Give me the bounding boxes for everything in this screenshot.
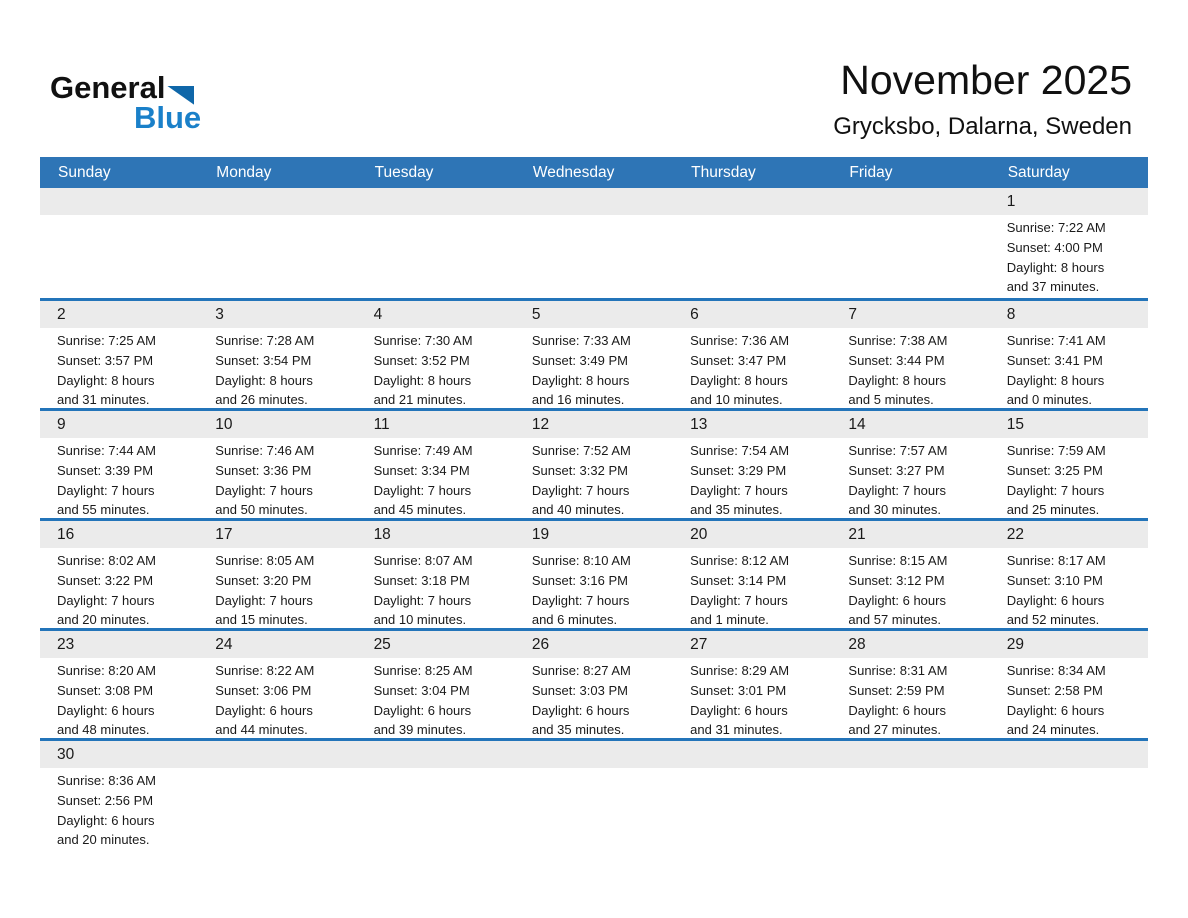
daylight-line-1: Daylight: 7 hours	[690, 482, 788, 498]
day-cell-26	[515, 631, 673, 738]
daylight-line-1: Daylight: 7 hours	[373, 592, 472, 608]
sunrise-line: Sunrise: 8:25 AM	[373, 663, 473, 678]
day-cell-24	[198, 631, 356, 738]
day-details	[57, 548, 192, 628]
daylight-line-1: Daylight: 7 hours	[57, 482, 155, 498]
sunset-line: Sunset: 3:47 PM	[690, 352, 787, 368]
day-number: 25	[373, 635, 391, 653]
sunset-line: Sunset: 3:06 PM	[215, 682, 312, 698]
day-number: 30	[57, 745, 75, 763]
day-number: 10	[215, 415, 233, 433]
daylight-line-1: Daylight: 6 hours	[848, 702, 946, 718]
day-number: 4	[373, 305, 383, 323]
day-number: 24	[215, 635, 233, 653]
sunset-line: Sunset: 3:49 PM	[531, 352, 628, 368]
sunset-line: Sunset: 2:56 PM	[57, 792, 154, 808]
day-number: 5	[531, 305, 541, 323]
sunrise-line: Sunrise: 8:20 AM	[57, 663, 156, 678]
day-cell-14	[831, 411, 989, 518]
daylight-line-2: and 52 minutes.	[1006, 612, 1100, 628]
day-number: 8	[1006, 305, 1016, 323]
daylight-line-1: Daylight: 6 hours	[57, 702, 155, 718]
day-details	[374, 328, 509, 408]
sunset-line: Sunset: 3:22 PM	[57, 572, 154, 588]
daylight-line-2: and 45 minutes.	[373, 502, 467, 518]
day-cell-12	[515, 411, 673, 518]
daylight-line-1: Daylight: 6 hours	[1006, 702, 1105, 718]
day-details	[215, 438, 350, 518]
day-cell-empty	[673, 188, 831, 298]
day-details	[374, 438, 509, 518]
day-cell-28	[831, 631, 989, 738]
sunset-line: Sunset: 3:12 PM	[848, 572, 945, 588]
day-details	[57, 658, 192, 738]
day-number: 28	[848, 635, 866, 653]
day-details	[690, 328, 825, 408]
daylight-line-2: and 55 minutes.	[57, 502, 150, 518]
day-cell-5	[515, 301, 673, 408]
title-block	[833, 56, 1132, 144]
day-cell-8	[990, 301, 1148, 408]
day-cell-21	[831, 521, 989, 628]
sunrise-line: Sunrise: 8:12 AM	[690, 553, 790, 568]
daylight-line-2: and 31 minutes.	[57, 392, 150, 408]
day-details	[532, 658, 667, 738]
daylight-line-1: Daylight: 6 hours	[215, 702, 313, 718]
week-grid	[40, 741, 1148, 848]
sunrise-line: Sunrise: 8:07 AM	[373, 553, 473, 568]
daylight-line-2: and 20 minutes.	[57, 612, 150, 628]
week-grid	[40, 411, 1148, 518]
day-number: 9	[57, 415, 66, 433]
daylight-line-1: Daylight: 8 hours	[690, 372, 788, 388]
day-details	[1007, 658, 1142, 738]
day-details	[1007, 438, 1142, 518]
daylight-line-2: and 5 minutes.	[848, 392, 934, 408]
sunset-line: Sunset: 2:59 PM	[848, 682, 945, 698]
daylight-line-1: Daylight: 8 hours	[1006, 259, 1105, 275]
day-number: 3	[215, 305, 224, 323]
day-cell-empty	[198, 741, 356, 848]
daylight-line-2: and 39 minutes.	[373, 722, 467, 738]
day-number: 18	[373, 525, 391, 543]
daylight-line-2: and 20 minutes.	[57, 832, 150, 848]
sunrise-line: Sunrise: 8:34 AM	[1006, 663, 1106, 678]
day-details	[374, 658, 509, 738]
weekday-sunday: Sunday	[58, 163, 111, 181]
sunrise-line: Sunrise: 8:36 AM	[57, 773, 156, 788]
week-row-6	[40, 738, 1148, 848]
daylight-line-1: Daylight: 6 hours	[1006, 592, 1105, 608]
day-cell-20	[673, 521, 831, 628]
day-number: 13	[690, 415, 708, 433]
day-cell-empty	[40, 188, 198, 298]
sunset-line: Sunset: 3:16 PM	[531, 572, 628, 588]
weekday-saturday: Saturday	[1007, 163, 1070, 181]
sunset-line: Sunset: 3:29 PM	[690, 462, 787, 478]
day-details	[690, 438, 825, 518]
sunrise-line: Sunrise: 8:02 AM	[57, 553, 156, 568]
day-cell-22	[990, 521, 1148, 628]
weekday-header-row	[40, 157, 1148, 188]
daylight-line-2: and 6 minutes.	[531, 612, 618, 628]
daylight-line-2: and 44 minutes.	[215, 722, 308, 738]
sunrise-line: Sunrise: 7:36 AM	[690, 333, 790, 348]
daylight-line-2: and 10 minutes.	[373, 612, 467, 628]
day-number: 19	[531, 525, 550, 543]
day-details	[57, 768, 192, 848]
day-cell-empty	[515, 188, 673, 298]
day-details	[215, 658, 350, 738]
sunset-line: Sunset: 3:36 PM	[215, 462, 312, 478]
daylight-line-2: and 27 minutes.	[848, 722, 941, 738]
sunrise-line: Sunrise: 7:46 AM	[215, 443, 315, 458]
daylight-line-1: Daylight: 6 hours	[848, 592, 946, 608]
daylight-line-1: Daylight: 8 hours	[531, 372, 630, 388]
page-title: November 2025	[840, 57, 1132, 103]
daylight-line-2: and 37 minutes.	[1006, 279, 1100, 295]
sunrise-line: Sunrise: 8:15 AM	[848, 553, 948, 568]
daylight-line-2: and 48 minutes.	[57, 722, 150, 738]
day-cell-6	[673, 301, 831, 408]
weekday-tuesday: Tuesday	[374, 163, 434, 181]
day-number: 1	[1006, 192, 1016, 210]
week-row-1	[40, 188, 1148, 298]
day-cell-15	[990, 411, 1148, 518]
day-details	[215, 548, 350, 628]
daylight-line-1: Daylight: 7 hours	[848, 482, 946, 498]
week-row-3	[40, 408, 1148, 518]
day-details	[848, 438, 983, 518]
sunrise-line: Sunrise: 7:25 AM	[57, 333, 156, 348]
day-number: 12	[531, 415, 550, 433]
day-details	[374, 548, 509, 628]
sunrise-line: Sunrise: 8:10 AM	[531, 553, 631, 568]
sunset-line: Sunset: 3:34 PM	[373, 462, 470, 478]
daylight-line-1: Daylight: 7 hours	[690, 592, 788, 608]
daylight-line-2: and 30 minutes.	[848, 502, 941, 518]
weekday-thursday: Thursday	[691, 163, 756, 181]
sunset-line: Sunset: 3:14 PM	[690, 572, 787, 588]
daylight-line-1: Daylight: 8 hours	[848, 372, 946, 388]
sunset-line: Sunset: 3:01 PM	[690, 682, 787, 698]
daylight-line-1: Daylight: 7 hours	[373, 482, 472, 498]
day-details	[690, 658, 825, 738]
sunrise-line: Sunrise: 7:54 AM	[690, 443, 790, 458]
day-number: 17	[215, 525, 233, 543]
daylight-line-2: and 25 minutes.	[1006, 502, 1100, 518]
sunset-line: Sunset: 3:03 PM	[531, 682, 628, 698]
daylight-line-2: and 50 minutes.	[215, 502, 308, 518]
sunrise-line: Sunrise: 8:17 AM	[1006, 553, 1106, 568]
day-number: 21	[848, 525, 866, 543]
sunrise-line: Sunrise: 7:59 AM	[1006, 443, 1106, 458]
sunrise-line: Sunrise: 7:38 AM	[848, 333, 948, 348]
daylight-line-1: Daylight: 6 hours	[531, 702, 630, 718]
daylight-line-1: Daylight: 6 hours	[373, 702, 472, 718]
week-grid	[40, 521, 1148, 628]
daylight-line-2: and 0 minutes.	[1006, 392, 1092, 408]
sunset-line: Sunset: 3:20 PM	[215, 572, 312, 588]
day-number: 16	[57, 525, 75, 543]
daylight-line-2: and 21 minutes.	[373, 392, 467, 408]
day-cell-empty	[357, 188, 515, 298]
day-number: 29	[1006, 635, 1024, 653]
daylight-line-1: Daylight: 7 hours	[215, 592, 313, 608]
day-number: 23	[57, 635, 75, 653]
sunrise-line: Sunrise: 8:27 AM	[531, 663, 631, 678]
daylight-line-1: Daylight: 8 hours	[57, 372, 155, 388]
day-cell-empty	[831, 188, 989, 298]
day-details	[1007, 548, 1142, 628]
day-details	[215, 328, 350, 408]
daylight-line-2: and 31 minutes.	[690, 722, 783, 738]
week-row-2	[40, 298, 1148, 408]
day-number: 14	[848, 415, 866, 433]
day-details	[848, 328, 983, 408]
day-number: 6	[690, 305, 699, 323]
sunset-line: Sunset: 3:54 PM	[215, 352, 312, 368]
day-cell-18	[357, 521, 515, 628]
day-cell-4	[357, 301, 515, 408]
day-details	[532, 328, 667, 408]
sunrise-line: Sunrise: 7:49 AM	[373, 443, 473, 458]
daylight-line-2: and 35 minutes.	[531, 722, 625, 738]
day-details	[848, 658, 983, 738]
sunset-line: Sunset: 4:00 PM	[1006, 239, 1103, 255]
sunrise-line: Sunrise: 8:05 AM	[215, 553, 315, 568]
day-cell-19	[515, 521, 673, 628]
day-number: 15	[1006, 415, 1024, 433]
daylight-line-1: Daylight: 7 hours	[531, 592, 630, 608]
day-details	[532, 438, 667, 518]
sunrise-line: Sunrise: 7:44 AM	[57, 443, 156, 458]
sunset-line: Sunset: 3:10 PM	[1006, 572, 1103, 588]
day-cell-3	[198, 301, 356, 408]
day-cell-empty	[198, 188, 356, 298]
day-number: 11	[373, 415, 390, 433]
day-details	[1007, 328, 1142, 408]
day-number: 22	[1006, 525, 1024, 543]
daylight-line-2: and 57 minutes.	[848, 612, 941, 628]
sunset-line: Sunset: 3:18 PM	[373, 572, 470, 588]
sunrise-line: Sunrise: 8:31 AM	[848, 663, 948, 678]
day-cell-11	[357, 411, 515, 518]
daylight-line-2: and 10 minutes.	[690, 392, 783, 408]
daylight-line-1: Daylight: 8 hours	[1006, 372, 1105, 388]
day-details	[690, 548, 825, 628]
weekday-monday: Monday	[216, 163, 272, 181]
daylight-line-1: Daylight: 6 hours	[690, 702, 788, 718]
daylight-line-1: Daylight: 7 hours	[531, 482, 630, 498]
daylight-line-1: Daylight: 7 hours	[1006, 482, 1105, 498]
day-cell-30	[40, 741, 198, 848]
day-cell-16	[40, 521, 198, 628]
day-cell-2	[40, 301, 198, 408]
sunset-line: Sunset: 3:57 PM	[57, 352, 154, 368]
daylight-line-2: and 35 minutes.	[690, 502, 783, 518]
day-cell-empty	[515, 741, 673, 848]
weekday-wednesday: Wednesday	[532, 163, 615, 181]
day-number: 2	[57, 305, 66, 323]
day-cell-25	[357, 631, 515, 738]
calendar	[40, 157, 1148, 848]
sunrise-line: Sunrise: 7:22 AM	[1006, 220, 1106, 235]
sunset-line: Sunset: 3:41 PM	[1006, 352, 1103, 368]
day-cell-1	[990, 188, 1148, 298]
daylight-line-2: and 16 minutes.	[531, 392, 625, 408]
day-details	[57, 328, 192, 408]
day-cell-17	[198, 521, 356, 628]
day-cell-23	[40, 631, 198, 738]
weekday-friday: Friday	[849, 163, 893, 181]
sunset-line: Sunset: 2:58 PM	[1006, 682, 1103, 698]
week-grid	[40, 301, 1148, 408]
sunrise-line: Sunrise: 7:28 AM	[215, 333, 315, 348]
day-number: 27	[690, 635, 708, 653]
daylight-line-2: and 40 minutes.	[531, 502, 625, 518]
sunset-line: Sunset: 3:44 PM	[848, 352, 945, 368]
day-cell-empty	[357, 741, 515, 848]
day-cell-29	[990, 631, 1148, 738]
daylight-line-2: and 1 minute.	[690, 612, 769, 628]
sunset-line: Sunset: 3:25 PM	[1006, 462, 1103, 478]
sunset-line: Sunset: 3:04 PM	[373, 682, 470, 698]
day-details	[532, 548, 667, 628]
day-details	[57, 438, 192, 518]
day-cell-empty	[831, 741, 989, 848]
logo-text-blue: Blue	[134, 100, 202, 135]
sunrise-line: Sunrise: 7:52 AM	[531, 443, 631, 458]
general-blue-logo	[50, 70, 270, 136]
day-cell-empty	[990, 741, 1148, 848]
day-cell-7	[831, 301, 989, 408]
sunrise-line: Sunrise: 7:30 AM	[373, 333, 473, 348]
week-grid	[40, 188, 1148, 298]
day-number: 20	[690, 525, 708, 543]
day-cell-empty	[673, 741, 831, 848]
sunrise-line: Sunrise: 7:41 AM	[1006, 333, 1106, 348]
week-row-4	[40, 518, 1148, 628]
daylight-line-2: and 26 minutes.	[215, 392, 308, 408]
daylight-line-1: Daylight: 7 hours	[215, 482, 313, 498]
daylight-line-1: Daylight: 8 hours	[373, 372, 472, 388]
sunrise-line: Sunrise: 8:22 AM	[215, 663, 315, 678]
week-row-5	[40, 628, 1148, 738]
day-details	[848, 548, 983, 628]
day-cell-13	[673, 411, 831, 518]
sunrise-line: Sunrise: 7:33 AM	[531, 333, 631, 348]
daylight-line-1: Daylight: 8 hours	[215, 372, 313, 388]
daylight-line-1: Daylight: 7 hours	[57, 592, 155, 608]
day-details	[1007, 215, 1142, 297]
day-number: 7	[848, 305, 858, 323]
sunset-line: Sunset: 3:08 PM	[57, 682, 154, 698]
logo-word-general: General	[50, 70, 166, 105]
page-subtitle: Grycksbo, Dalarna, Sweden	[833, 113, 1132, 140]
daylight-line-2: and 24 minutes.	[1006, 722, 1100, 738]
weeks-container	[40, 188, 1148, 848]
day-cell-27	[673, 631, 831, 738]
sunset-line: Sunset: 3:52 PM	[373, 352, 470, 368]
sunset-line: Sunset: 3:32 PM	[531, 462, 628, 478]
day-cell-9	[40, 411, 198, 518]
day-cell-10	[198, 411, 356, 518]
sunset-line: Sunset: 3:39 PM	[57, 462, 154, 478]
sunset-line: Sunset: 3:27 PM	[848, 462, 945, 478]
week-grid	[40, 631, 1148, 738]
daylight-line-1: Daylight: 6 hours	[57, 812, 155, 828]
sunrise-line: Sunrise: 8:29 AM	[690, 663, 790, 678]
sunrise-line: Sunrise: 7:57 AM	[848, 443, 948, 458]
day-number: 26	[531, 635, 550, 653]
daylight-line-2: and 15 minutes.	[215, 612, 308, 628]
